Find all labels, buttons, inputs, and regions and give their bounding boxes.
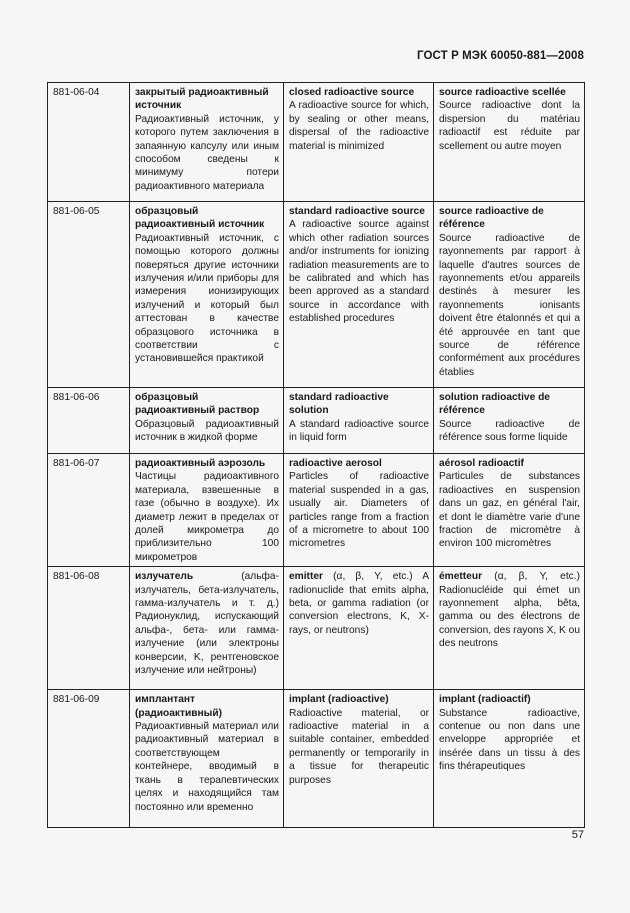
russian-entry — [130, 567, 284, 690]
english-definition: A radioactive source against which other radiation sources and/or instruments for ionizing radiation measurements are to be calibrated and which has been approved as a standard source in accordance with established procedures — [289, 219, 429, 325]
standard-designation: ГОСТ Р МЭК 60050-881—2008 — [417, 50, 584, 62]
table-row — [48, 690, 585, 828]
russian-term: имплантант (радиоактивный) — [135, 694, 223, 719]
term-number: 881-06-06 — [48, 388, 130, 454]
english-definition: Particles of radioactive material suspended in a gas, usually air. Diameters of particles range from a fraction of a micrometre to about 100 micrometres — [289, 471, 429, 550]
english-term: radioactive aerosol — [289, 458, 382, 469]
term-number: 881-06-05 — [48, 202, 130, 388]
french-entry — [434, 388, 585, 454]
russian-entry — [130, 388, 284, 454]
russian-entry — [130, 690, 284, 828]
term-number: 881-06-08 — [48, 567, 130, 690]
russian-entry — [130, 202, 284, 388]
english-definition: A radioactive source for which, by sealing or other means, dispersal of the radioactive material is minimized — [289, 100, 429, 152]
english-entry — [284, 454, 434, 567]
english-entry — [284, 567, 434, 690]
french-definition: Source radioactive dont la dispersion du matériau radioactif est réduite par scellement ou autre moyen — [439, 100, 580, 152]
table-row — [48, 454, 585, 567]
russian-term: образцовый радиоактивный раствор — [135, 392, 260, 417]
french-definition: Particules de substances radioactives en suspension dans un gaz, en général l'air, et dont le diamètre varie d'une fraction de micromètre à environ 100 micromètres — [439, 471, 580, 550]
french-entry — [434, 567, 585, 690]
english-term: closed radioactive source — [289, 87, 415, 98]
french-term: aérosol radioactif — [439, 458, 524, 469]
russian-definition: Образцовый радиоактивный источник в жидкой форме — [135, 418, 279, 444]
french-term: implant (radioactif) — [439, 694, 531, 706]
table-row — [48, 388, 585, 454]
french-definition: Source radioactive de référence sous forme liquide — [439, 418, 580, 444]
russian-term: образцовый радиоактивный источник — [135, 206, 265, 231]
french-entry — [434, 83, 585, 202]
english-definition: A standard radioactive source in liquid form — [289, 418, 429, 444]
russian-term: закрытый радиоактивный источник — [135, 87, 269, 112]
term-number: 881-06-04 — [48, 83, 130, 202]
english-entry — [284, 690, 434, 828]
russian-definition: (альфа-излучатель, бета-излучатель, гамма-излучатель и т. д.) Радионуклид, испускающий альфа-, бета- или гамма-излучение (или электроны конверсии, K, рентгеновское излучение или нейтроны) — [135, 571, 279, 677]
russian-definition: Частицы радиоактивного материала, взвешенные в газе (обычно в воздухе). Их диаметр лежит в пределах от долей микрометра до приблизительно 100 микрометров — [135, 471, 279, 563]
table-row — [48, 202, 585, 388]
english-term: standard radioactive source — [289, 206, 425, 217]
russian-definition: Радиоактивный источник, с помощью которого должны поверяться другие источники излучения и/или приборы для измерения ионизирующих излучений и который был аттестован в качестве образцового источника в соответствии с установившейся практикой — [135, 232, 279, 365]
french-entry — [434, 454, 585, 567]
english-definition: (α, β, Y, etc.) A radionuclide that emits alpha, beta, or gamma radiation (or conversion electrons, K, X-rays, or neutrons) — [289, 571, 429, 636]
russian-term: излучатель — [135, 571, 194, 583]
french-definition: (α, β, Y, etc.) Radionucléide qui émet un rayonnement alpha, bêta, gamma ou des électrons de conversion, des rayons X, K ou des neutrons — [439, 571, 581, 650]
french-entry — [434, 690, 585, 828]
english-definition-block — [289, 570, 429, 637]
table-row — [48, 567, 585, 690]
french-term: solution radioactive de référence — [439, 392, 550, 417]
english-entry — [284, 202, 434, 388]
english-term: implant (radioactive) — [289, 694, 389, 706]
russian-term: радиоактивный аэрозоль — [135, 458, 266, 469]
french-term: source radioactive scellée — [439, 87, 566, 98]
russian-entry — [130, 83, 284, 202]
russian-definition: Радиоактивный источник, у которого путем заключения в запаянную капсулу или иным способом сведены к минимуму потери радиоактивного материала — [135, 113, 279, 192]
table-row — [48, 83, 585, 202]
english-definition: Radioactive material, or radioactive material in a suitable container, embedded permanently or temporarily in a tissue for therapeutic purposes — [289, 707, 429, 786]
english-entry — [284, 83, 434, 202]
term-number: 881-06-07 — [48, 454, 130, 567]
russian-entry — [130, 454, 284, 567]
english-term: emitter — [289, 571, 323, 583]
english-entry — [284, 388, 434, 454]
french-entry — [434, 202, 585, 388]
french-definition: Substance radioactive, contenue ou non dans une enveloppe appropriée et insérée dans un tissu à des fins thérapeutiques — [439, 707, 580, 773]
terms-table — [47, 82, 585, 828]
russian-definition-block — [135, 570, 279, 677]
french-definition: Source radioactive de rayonnements par rapport à laquelle d'autres sources de rayonnements et/ou appareils destinés à mesurer les rayonnements ionisants doivent être étalonnés et qui a été approuvée en tant que source de référence conformément aux procédures établies — [439, 232, 580, 378]
french-term: émetteur — [439, 571, 483, 583]
french-definition-block — [439, 570, 580, 650]
french-term: source radioactive de référence — [439, 206, 544, 231]
english-term: standard radioactive solution — [289, 392, 389, 417]
page-number: 57 — [571, 829, 584, 841]
russian-definition: Радиоактивный материал или радиоактивный материал в соответствующем контейнере, вводимый в ткань в терапевтических целях и находящийся там постоянно или временно — [135, 721, 279, 813]
term-number: 881-06-09 — [48, 690, 130, 828]
